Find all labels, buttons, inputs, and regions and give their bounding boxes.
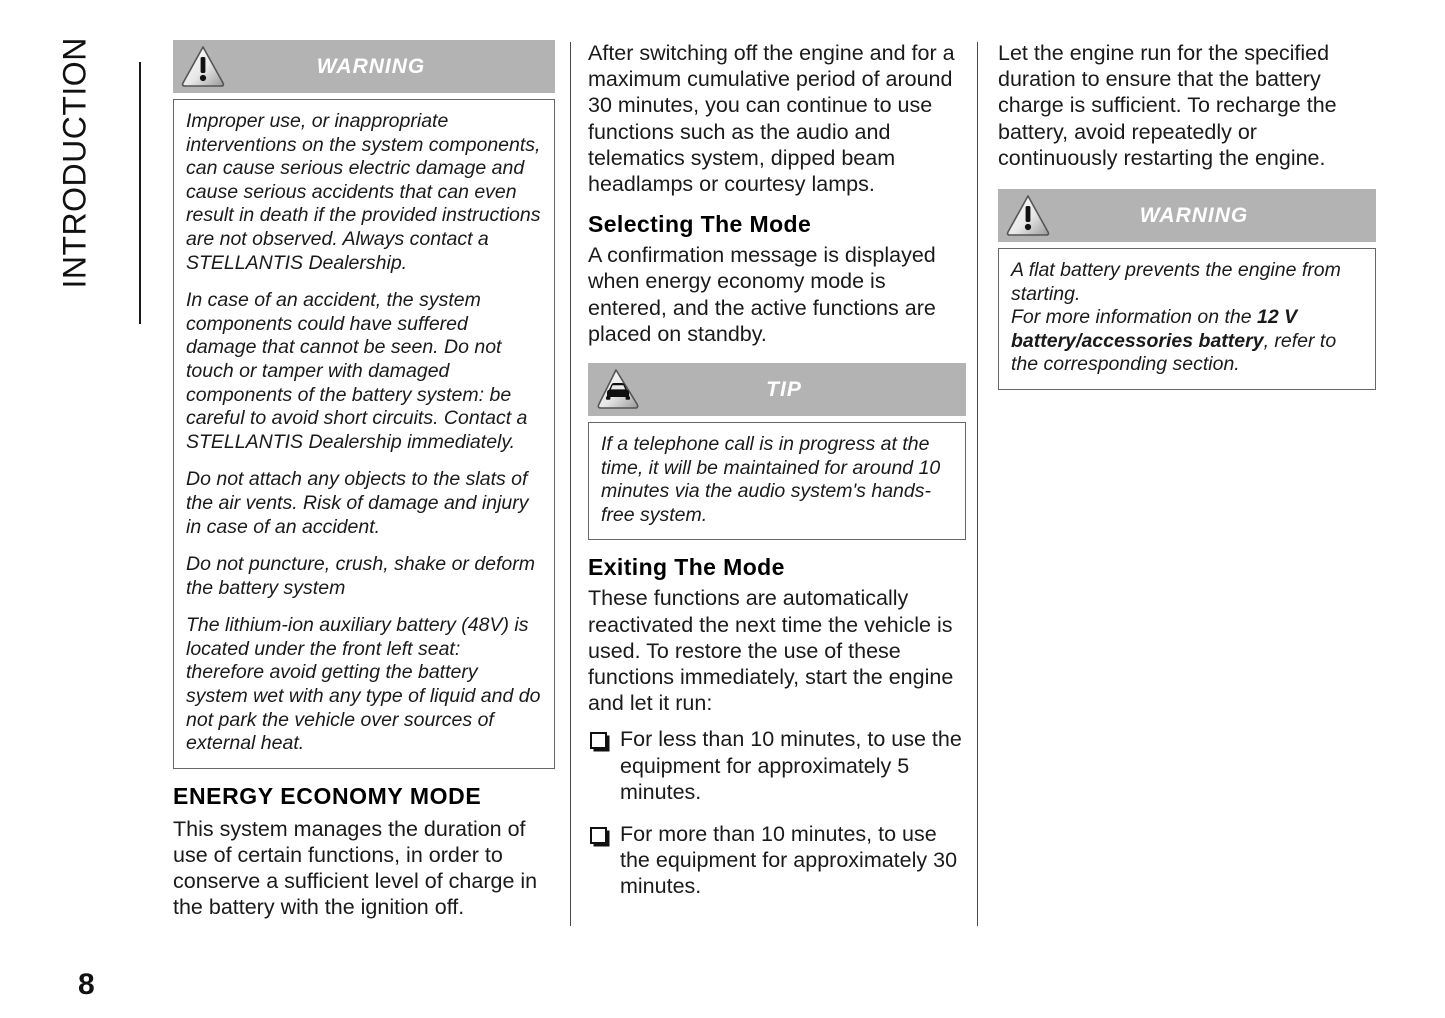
- section-heading-energy-economy-mode: ENERGY ECONOMY MODE: [173, 782, 482, 809]
- page-number: 8: [78, 968, 95, 1001]
- list-item-text: For more than 10 minutes, to use the equipment for approximately 30 minutes.: [620, 822, 958, 899]
- energy-economy-mode-paragraph: This system manages the duration of use of certain functions, in order to conserve a sufficient level of charge in the battery with the ignition off.: [173, 816, 538, 920]
- warning-callout-body: [173, 99, 555, 769]
- tip-callout: [588, 363, 966, 540]
- selecting-the-mode-paragraph: A confirmation message is displayed when energy economy mode is entered, and the active functions are placed on standby.: [588, 243, 936, 346]
- warning-triangle-icon: [179, 43, 227, 89]
- warning-paragraph: In case of an accident, the system components could have suffered damage that cannot be seen. Do not touch or tamper with damaged components of the battery system: be careful to avoid short circuits. Contact a STELLANTIS Dealership immediately.: [186, 289, 528, 453]
- heading-exiting-the-mode: Exiting The Mode: [588, 554, 785, 581]
- warning-callout-title: WARNING: [316, 54, 426, 78]
- warning-triangle-icon: [1004, 192, 1052, 238]
- warning-paragraph: Improper use, or inappropriate interventions on the system components, can cause serious electric damage and cause serious accidents that can even result in death if the provided instructions are not observed. Always contact a STELLANTIS Dealership.: [186, 110, 541, 274]
- column-divider-left: [570, 42, 571, 926]
- middle-intro-paragraph: After switching off the engine and for a maximum cumulative period of around 30 minutes, you can continue to use functions such as the audio and telematics system, dipped beam headlamps or courtesy lamps.: [588, 41, 955, 197]
- warning-paragraph-rich: [1011, 306, 1363, 377]
- right-column: [998, 40, 1376, 400]
- warning-text-bold: 12 V battery/accessories battery: [1011, 306, 1298, 352]
- heading-selecting-the-mode: Selecting The Mode: [588, 211, 812, 238]
- warning-callout-title: WARNING: [1139, 203, 1249, 227]
- section-tab: [0, 30, 150, 300]
- warning-text-prefix: For more information on the: [1011, 306, 1258, 329]
- warning-callout-header: [998, 189, 1376, 242]
- warning-paragraph: A flat battery prevents the engine from starting.: [1011, 259, 1341, 305]
- exiting-the-mode-paragraph: These functions are automatically reactivated the next time the vehicle is used. To restore the use of these functions immediately, start the engine and let it run:: [588, 586, 954, 716]
- warning-paragraph: Do not attach any objects to the slats of the air vents. Risk of damage and injury in case of an accident.: [186, 468, 529, 538]
- warning-callout-right: [998, 189, 1376, 390]
- warning-callout-body: [998, 248, 1376, 390]
- warning-text-suffix: , refer to the corresponding section.: [1011, 329, 1337, 376]
- list-item: [588, 821, 966, 900]
- section-tab-label: INTRODUCTION: [56, 37, 93, 289]
- square-bullet-icon: [590, 827, 607, 844]
- column-divider-right: [977, 42, 978, 926]
- right-intro-paragraph: Let the engine run for the specified duration to ensure that the battery charge is sufficient. To recharge the battery, avoid repeatedly or continuously restarting the engine.: [998, 41, 1337, 170]
- list-item: [588, 726, 966, 805]
- car-triangle-icon: [594, 366, 642, 412]
- warning-paragraph: Do not puncture, crush, shake or deform the battery system: [186, 553, 536, 599]
- tip-callout-header: [588, 363, 966, 416]
- warning-callout-left: [173, 40, 555, 769]
- list-item-text: For less than 10 minutes, to use the equipment for approximately 5 minutes.: [620, 727, 962, 804]
- tip-paragraph: If a telephone call is in progress at the time, it will be maintained for around 10 minutes via the audio system's hands-free system.: [601, 433, 941, 526]
- middle-column: [588, 40, 966, 916]
- section-tab-rule: [139, 62, 141, 324]
- left-column: [173, 40, 555, 923]
- tip-callout-title: TIP: [766, 377, 802, 401]
- tip-callout-body: [588, 422, 966, 540]
- warning-callout-header: [173, 40, 555, 93]
- warning-paragraph: The lithium-ion auxiliary battery (48V) is located under the front left seat: therefore avoid getting the battery system wet with any type of liquid and do not park the vehicle over sources of external heat.: [186, 614, 541, 755]
- exiting-mode-bullet-list: [588, 726, 966, 899]
- square-bullet-icon: [590, 732, 607, 749]
